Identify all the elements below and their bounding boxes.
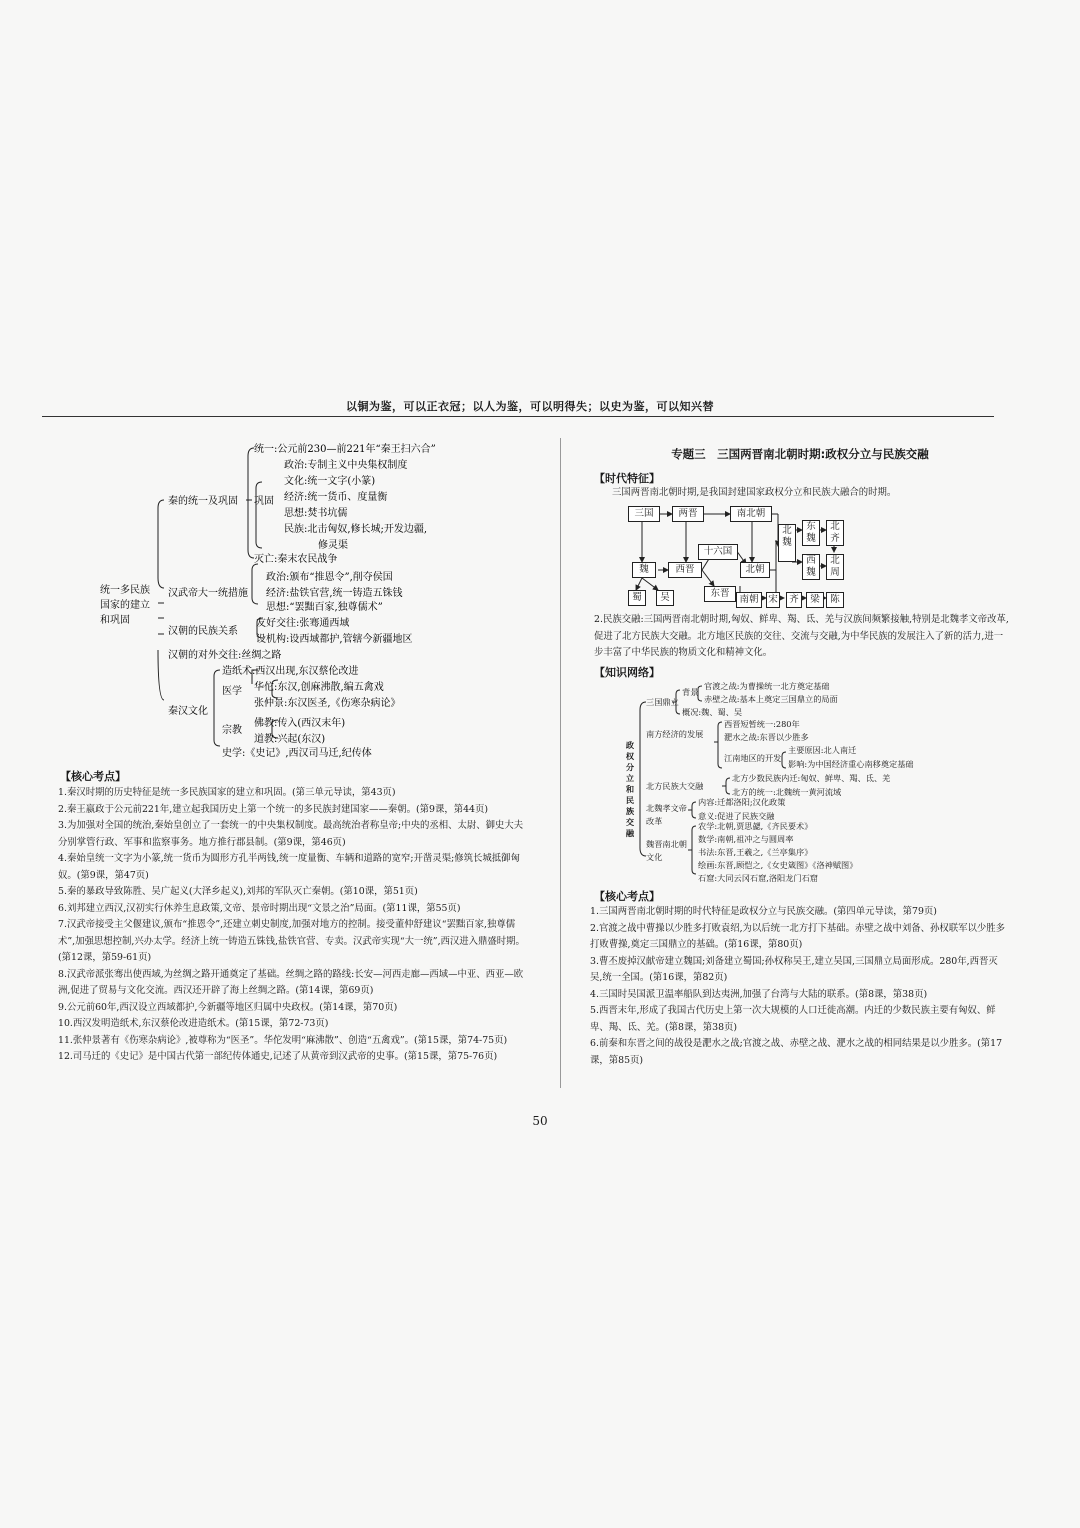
map-root-2: 国家的建立 <box>100 600 150 611</box>
flow-dongwei: 东魏 <box>802 520 820 546</box>
map-foreign: 汉朝的对外交往:丝绸之路 <box>168 650 282 661</box>
flow-wei: 魏 <box>632 562 656 578</box>
net-r2: 意义:促进了民族交融 <box>698 811 775 821</box>
map-politics: 政治:专制主义中央集权制度 <box>284 460 408 471</box>
flow-wu: 吴 <box>656 590 674 606</box>
right-core-title: 【核心考点】 <box>594 890 660 903</box>
flow-chen: 陈 <box>826 592 844 608</box>
flow-bei <box>778 524 796 562</box>
map-culture: 文化:统一文字(小篆) <box>284 476 376 487</box>
left-core-title: 【核心考点】 <box>60 770 126 783</box>
right-points <box>590 904 1010 1069</box>
map-unify: 统一:公元前230—前221年“秦王扫六合” <box>254 444 436 455</box>
network-title: 【知识网络】 <box>594 666 660 679</box>
map-fall: 灭亡:秦末农民战争 <box>254 554 338 565</box>
net-bg1: 官渡之战:为曹操统一北方奠定基础 <box>704 681 830 691</box>
map-nation: 民族:北击匈奴,修长城;开发边疆, <box>284 524 428 535</box>
qin-han-mind-map <box>98 438 538 760</box>
net-w1: 农学:北朝,贾思勰,《齐民要术》 <box>698 821 813 831</box>
flow-sanguo: 三国 <box>628 506 660 522</box>
flow-shu: 蜀 <box>628 590 646 606</box>
flow-nanbeichao: 南北朝 <box>730 506 772 522</box>
right-point-4: 4.三国时吴国派卫温率船队到达夷洲,加强了台湾与大陆的联系。(第8课，第38页) <box>590 988 928 1000</box>
flow-bei-text: 北 <box>782 525 792 536</box>
map-root-1: 统一多民族 <box>100 585 150 596</box>
net-bg: 背景 <box>682 687 699 697</box>
net-s2: 淝水之战:东晋以少胜多 <box>724 732 809 742</box>
header-rule <box>42 416 994 417</box>
left-point-9: 9.公元前60年,西汉设立西域都护,今新疆等地区归属中央政权。(第14课，第70页) <box>58 1001 398 1013</box>
flow-beichao: 北朝 <box>740 562 770 578</box>
map-history: 史学:《史记》,西汉司马迁,纪传体 <box>222 748 372 759</box>
net-n1: 北方少数民族内迁:匈奴、鲜卑、羯、氐、羌 <box>732 773 891 783</box>
net-s3b: 影响:为中国经济重心南移奠定基础 <box>788 759 914 769</box>
map-dao: 道教:兴起(东汉) <box>254 734 326 745</box>
net-n2: 北方的统一:北魏统一黄河流域 <box>732 787 842 797</box>
net-wj: 魏晋南北朝文化 <box>646 839 687 863</box>
net-north: 北方民族大交融 <box>646 781 704 791</box>
flow-qi: 齐 <box>786 592 802 608</box>
left-point-4: 4.秦始皇统一文字为小篆,统一货币为圆形方孔半两钱,统一度量衡、车辆和道路的宽窄;开凿灵渠;修筑长城抵御匈奴。(第9课，第47页) <box>58 853 520 881</box>
flow-song: 宋 <box>766 592 780 608</box>
net-w3: 书法:东晋,王羲之,《兰亭集序》 <box>698 847 813 857</box>
era-title: 【时代特征】 <box>594 472 660 485</box>
net-s3: 江南地区的开发 <box>724 753 782 763</box>
page-number: 50 <box>532 1114 548 1128</box>
map-ethnic: 汉朝的民族关系 <box>168 626 238 637</box>
left-point-11: 11.张仲景著有《伤寒杂病论》,被尊称为“医圣”。华佗发明“麻沸散”、创造“五禽戏”。(第15课，第74-75页) <box>58 1034 508 1046</box>
flow-beizhou: 北周 <box>826 554 844 580</box>
right-point-5: 5.西晋末年,形成了我国古代历史上第一次大规模的人口迁徙高潮。内迁的少数民族主要有匈奴、鲜卑、羯、氐、羌。(第8课，第38页) <box>590 1005 996 1033</box>
map-economy: 经济:统一货币、度量衡 <box>284 492 388 503</box>
map-nation2: 修灵渠 <box>318 540 348 551</box>
left-point-1: 1.秦汉时期的历史特征是统一多民族国家的建立和巩固。(第三单元导读，第43页) <box>58 787 396 798</box>
net-sanguo: 三国鼎立 <box>646 697 679 707</box>
left-point-3: 3.为加强对全国的统治,秦始皇创立了一套统一的中央集权制度。最高统治者称皇帝;中央的丞相、太尉、御史大夫分别掌管行政、军事和监察事务。地方推行郡县制。(第9课，第46页) <box>58 820 524 848</box>
left-points <box>58 785 528 1066</box>
flow-liang: 梁 <box>806 592 824 608</box>
left-point-12: 12.司马迁的《史记》是中国古代第一部纪传体通史,记述了从黄帝到汉武帝的史事。(第15课，第75-76页) <box>58 1051 498 1062</box>
net-s3a: 主要原因:北人南迁 <box>788 745 857 755</box>
right-point-3: 3.曹丕废掉汉献帝建立魏国;刘备建立蜀国;孙权称吴王,建立吴国,三国鼎立局面形成。280年,西晋灭吴,统一全国。(第16课，第82页) <box>590 955 998 983</box>
net-gk: 概况:魏、蜀、吴 <box>682 707 743 717</box>
map-paper: 造纸术:西汉出现,东汉蔡伦改进 <box>222 666 359 677</box>
map-hanwu: 汉武帝大一统措施 <box>168 588 248 599</box>
topic-title: 专题三 三国两晋南北朝时期:政权分立与民族交融 <box>671 447 929 461</box>
map-medicine: 医学 <box>222 686 242 697</box>
map-consolidate: 巩固 <box>254 496 274 507</box>
flow-dongjin: 东晋 <box>704 586 736 602</box>
header-motto: 以铜为鉴，可以正衣冠；以人为鉴，可以明得失；以史为鉴，可以知兴替 <box>346 400 714 413</box>
era-text: 三国两晋南北朝时期,是我国封建国家政权分立和民族大融合的时期。 <box>612 487 897 498</box>
knowledge-network <box>618 680 988 883</box>
ethnic-text: 2.民族交融:三国两晋南北朝时期,匈奴、鲜卑、羯、氐、羌与汉族间频繁接触,特别是北魏孝文帝改革,促进了北方民族大交融。北方地区民族的交往、交流与交融,为中华民族的发展注入了新的活力,进一步丰富了中华民族的物质文化和精神文化。 <box>594 614 1009 658</box>
map-qin: 秦的统一及巩固 <box>168 496 238 507</box>
dynasty-flow-diagram <box>628 506 858 606</box>
net-reform: 北魏孝文帝改革 <box>646 803 687 827</box>
net-r1: 内容:迁都洛阳;汉化政策 <box>698 797 786 807</box>
flow-xijin: 西晋 <box>668 562 702 578</box>
right-point-1: 1.三国两晋南北朝时期的时代特征是政权分立与民族交融。(第四单元导读，第79页) <box>590 906 937 917</box>
map-fo: 佛教:传入(西汉末年) <box>254 718 346 729</box>
map-root-3: 和巩固 <box>100 615 130 626</box>
left-point-7: 7.汉武帝接受主父偃建议,颁布“推恩令”,还建立刺史制度,加强对地方的控制。接受董仲舒建议“罢黜百家,独尊儒术”,加强思想控制,兴办太学。经济上统一铸造五铢钱,盐铁官营、专卖。汉武帝实现“大一统”,西汉进入鼎盛时期。(第12课，第59-61页) <box>58 919 525 963</box>
map-hw-eco: 经济:盐铁官营,统一铸造五铢钱 <box>266 588 403 599</box>
map-culture-q: 秦汉文化 <box>168 706 208 717</box>
net-s1: 西晋短暂统一:280年 <box>724 719 800 729</box>
map-hw-tho: 思想:“罢黜百家,独尊儒术” <box>266 602 383 613</box>
right-point-6: 6.前秦和东晋之间的战役是淝水之战;官渡之战、赤壁之战、淝水之战的相同结果是以少胜多。(第17课，第85页) <box>590 1038 1003 1066</box>
flow-beiqi: 北齐 <box>826 520 844 546</box>
net-bg2: 赤壁之战:基本上奠定三国鼎立的局面 <box>704 694 838 704</box>
map-thought: 思想:焚书坑儒 <box>284 508 348 519</box>
flow-bei-wei-text: 魏 <box>782 537 792 548</box>
flow-shiliuguo: 十六国 <box>698 544 738 560</box>
map-hw-pol: 政治:颁布“推恩令”,削夺侯国 <box>266 572 393 583</box>
flow-liangjin: 两晋 <box>672 506 704 522</box>
map-hua: 华佗:东汉,创麻沸散,编五禽戏 <box>254 682 384 693</box>
map-religion: 宗教 <box>222 725 242 736</box>
left-point-2: 2.秦王嬴政于公元前221年,建立起我国历史上第一个统一的多民族封建国家——秦朝。(第9课，第44页) <box>58 803 489 815</box>
map-eth2: 设机构:设西域都护,管辖今新疆地区 <box>256 634 413 645</box>
map-zhang: 张仲景:东汉医圣,《伤寒杂病论》 <box>254 698 401 709</box>
right-point-2: 2.官渡之战中曹操以少胜多打败袁绍,为以后统一北方打下基础。赤壁之战中刘备、孙权联军以少胜多打败曹操,奠定三国鼎立的基础。(第16课，第80页) <box>590 922 1006 950</box>
net-w2: 数学:南朝,祖冲之与圆周率 <box>698 834 794 844</box>
net-w4: 绘画:东晋,顾恺之,《女史箴图》《洛神赋图》 <box>698 860 858 870</box>
column-divider <box>560 438 561 1088</box>
network-root: 政权分立和民族交融 <box>625 740 635 838</box>
left-point-5: 5.秦的暴政导致陈胜、吴广起义(大泽乡起义),刘邦的军队灭亡秦朝。(第10课，第51页) <box>58 886 418 897</box>
flow-nanchao: 南朝 <box>736 592 762 608</box>
map-eth1: 友好交往:张骞通西域 <box>256 618 350 629</box>
left-point-6: 6.刘邦建立西汉,汉初实行休养生息政策,文帝、景帝时期出现“文景之治”局面。(第11课，第55页) <box>58 902 461 914</box>
net-south: 南方经济的发展 <box>646 729 704 739</box>
left-point-8: 8.汉武帝派张骞出使西域,为丝绸之路开通奠定了基础。丝绸之路的路线:长安—河西走廊—西域—中亚、西亚—欧洲,促进了贸易与文化交流。西汉还开辟了海上丝绸之路。(第14课，第69页) <box>58 968 524 996</box>
left-point-10: 10.西汉发明造纸术,东汉蔡伦改进造纸术。(第15课，第72-73页) <box>58 1018 329 1029</box>
flow-xiwei: 西魏 <box>802 554 820 580</box>
net-w5: 石窟:大同云冈石窟,洛阳龙门石窟 <box>698 873 818 883</box>
